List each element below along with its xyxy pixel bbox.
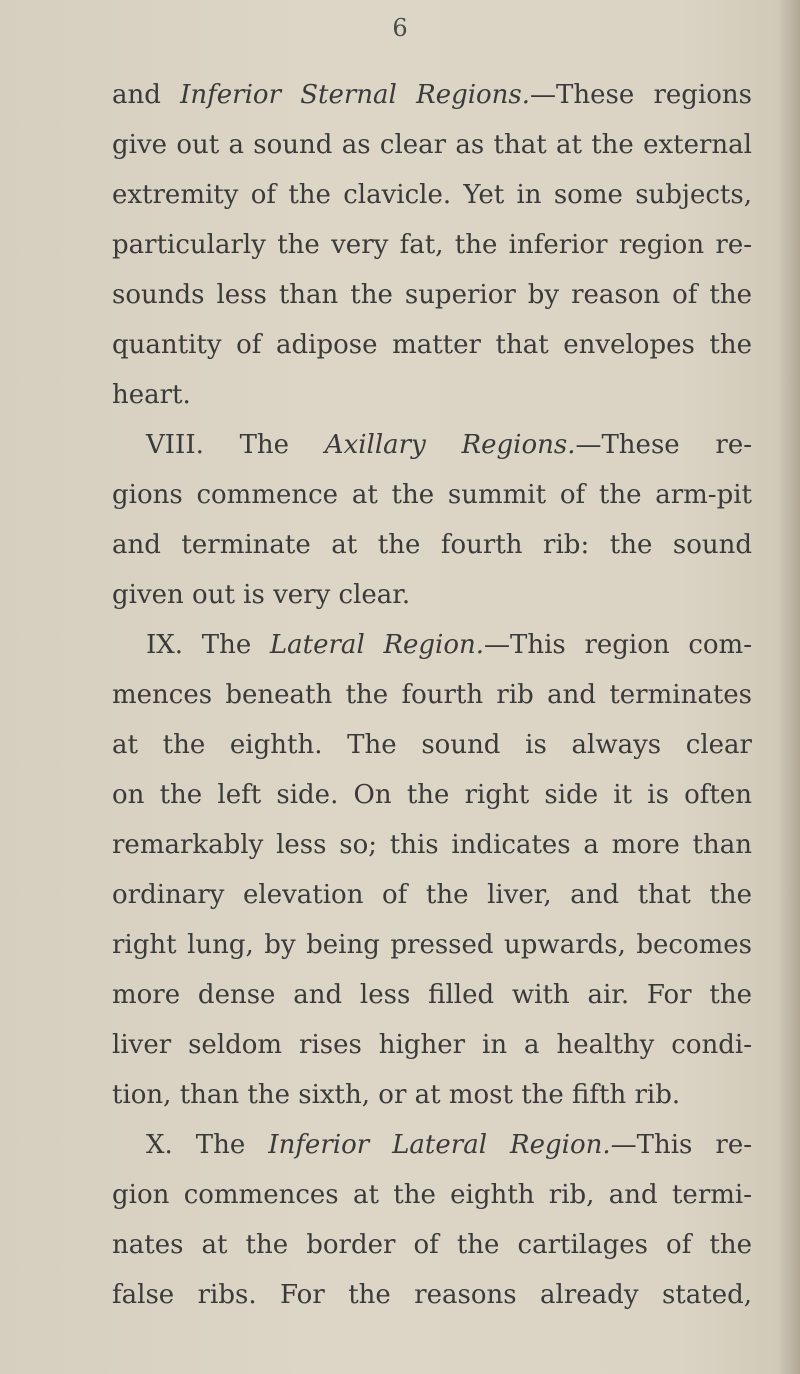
text-line: [112, 420, 752, 470]
text-run: right lung, by being pressed upwards, becomes: [112, 930, 752, 960]
text-run: ordinary elevation of the liver, and that the: [112, 880, 752, 910]
text-run: IX. The: [146, 630, 270, 660]
text-line: [112, 970, 752, 1020]
text-run: and terminate at the fourth rib: the sound: [112, 530, 752, 560]
text-line: [112, 1020, 752, 1070]
text-run: give out a sound as clear as that at the external: [112, 130, 752, 160]
text-line: [112, 120, 752, 170]
text-run: —These regions: [530, 80, 753, 110]
text-run: and: [112, 80, 181, 110]
text-line: [112, 70, 752, 120]
text-line: [112, 670, 752, 720]
text-run: quantity of adipose matter that envelopes the: [112, 330, 752, 360]
text-line: [112, 320, 752, 370]
text-line: [112, 470, 752, 520]
text-line: [112, 1170, 752, 1220]
text-run: at the eighth. The sound is always clear: [112, 730, 752, 760]
text-run: false ribs. For the reasons already stated,: [112, 1280, 752, 1310]
text-run: nates at the border of the cartilages of the: [112, 1230, 752, 1260]
text-line: [112, 570, 752, 620]
text-run: on the left side. On the right side it is often: [112, 780, 752, 810]
text-run: —These re-: [575, 430, 753, 460]
text-line: [112, 720, 752, 770]
text-run: gion commences at the eighth rib, and termi-: [112, 1180, 752, 1210]
text-line: [112, 1120, 752, 1170]
text-run: X. The: [146, 1130, 269, 1160]
text-run: given out is very clear.: [112, 580, 411, 610]
text-line: [112, 270, 752, 320]
text-run: liver seldom rises higher in a healthy condi-: [112, 1030, 752, 1060]
italic-heading-text: Lateral Region.: [269, 630, 485, 660]
text-line: [112, 920, 752, 970]
italic-heading-text: Axillary Regions.: [324, 430, 576, 460]
page-edge-shadow: [778, 0, 800, 1374]
page-number: 6: [392, 14, 408, 42]
italic-heading-text: Inferior Lateral Region.: [268, 1130, 611, 1160]
text-run: heart.: [112, 380, 191, 410]
text-line: [112, 870, 752, 920]
text-line: [112, 220, 752, 270]
text-run: VIII. The: [146, 430, 325, 460]
text-run: more dense and less filled with air. For the: [112, 980, 752, 1010]
text-run: particularly the very fat, the inferior region re-: [112, 230, 752, 260]
text-run: sounds less than the superior by reason of the: [112, 280, 752, 310]
body-text: [112, 70, 752, 1320]
text-line: [112, 620, 752, 670]
text-run: gions commence at the summit of the arm-pit: [112, 480, 752, 510]
text-run: —This region com-: [484, 630, 752, 660]
text-run: remarkably less so; this indicates a more than: [112, 830, 752, 860]
italic-heading-text: Inferior Sternal Regions.: [180, 80, 531, 110]
text-run: —This re-: [610, 1130, 752, 1160]
text-line: [112, 370, 752, 420]
text-line: [112, 520, 752, 570]
text-run: mences beneath the fourth rib and terminates: [112, 680, 752, 710]
text-line: [112, 1070, 752, 1120]
text-line: [112, 170, 752, 220]
text-run: extremity of the clavicle. Yet in some subjects,: [112, 180, 752, 210]
text-run: tion, than the sixth, or at most the fifth rib.: [112, 1080, 681, 1110]
text-line: [112, 820, 752, 870]
text-line: [112, 770, 752, 820]
text-line: [112, 1220, 752, 1270]
text-line: [112, 1270, 752, 1320]
